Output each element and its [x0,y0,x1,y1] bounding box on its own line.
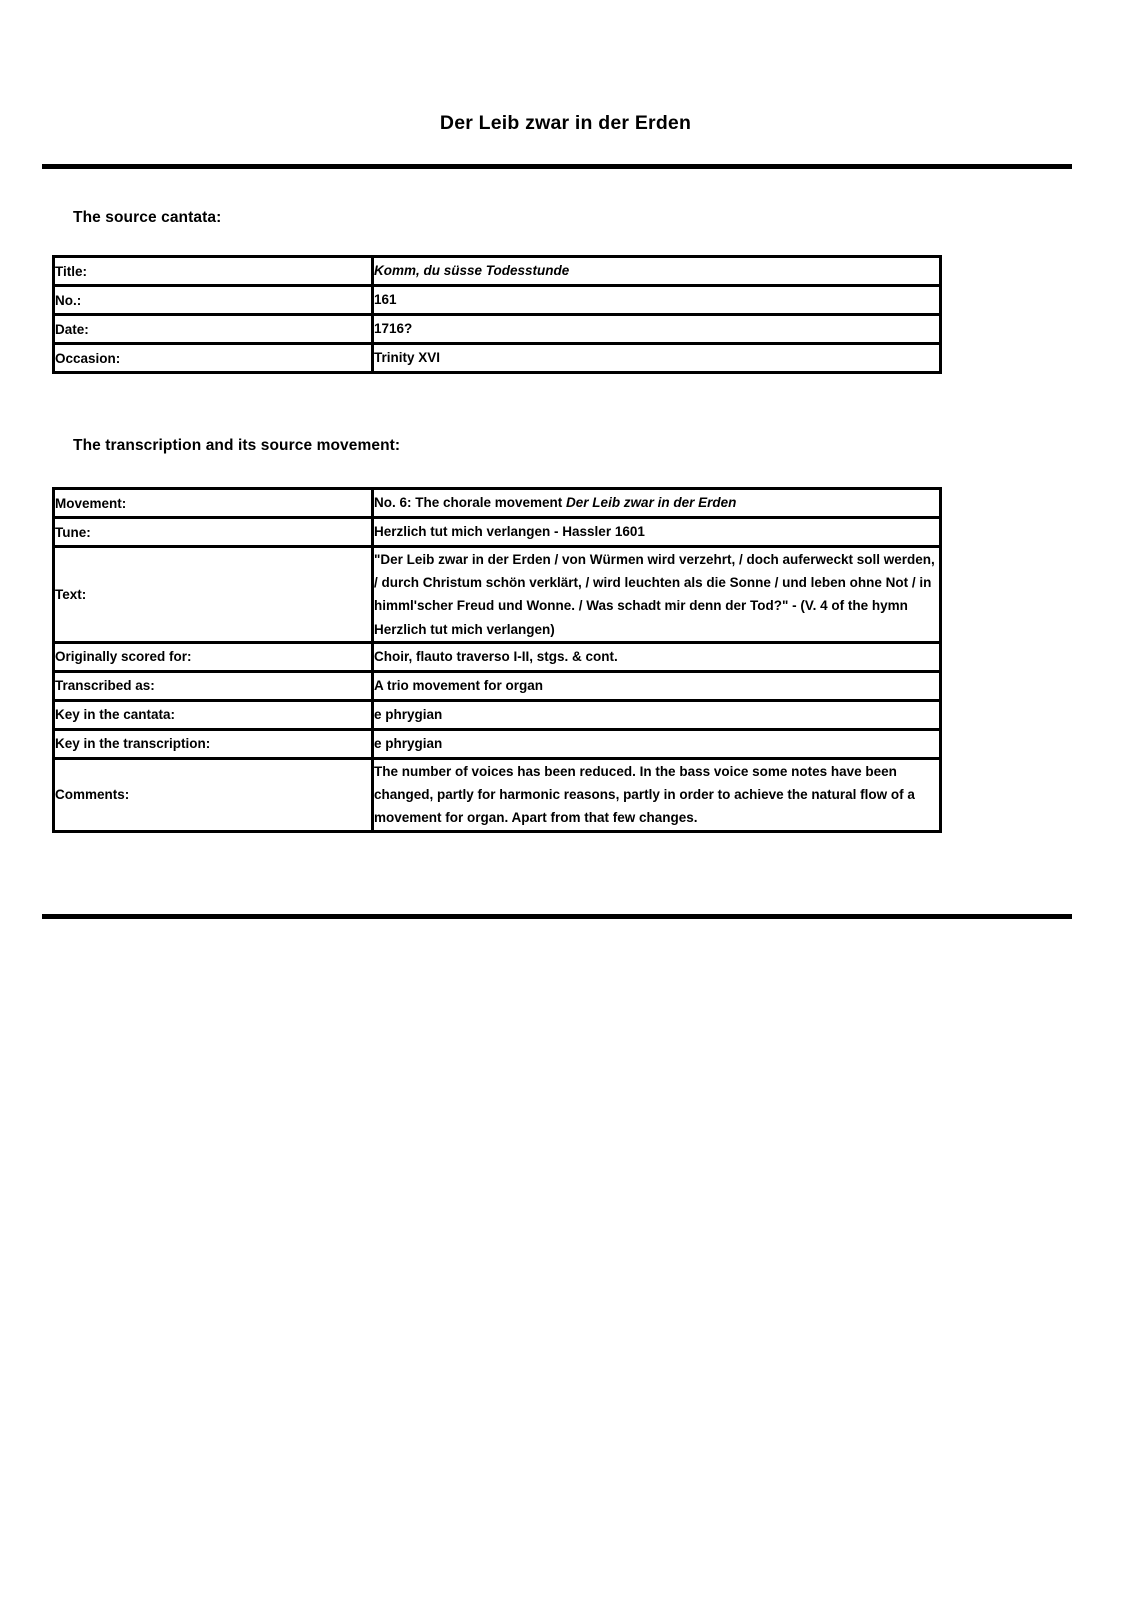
table-row [54,547,941,643]
section-heading-source-cantata: The source cantata: [73,209,222,226]
row-label-title: Title: [54,257,373,286]
row-value-movement [373,489,941,518]
row-label-key-in-transcription: Key in the transcription: [54,729,373,758]
table-row [54,671,941,700]
movement-title-italic: Der Leib zwar in der Erden [566,495,737,511]
transcription-table [52,487,942,833]
row-value-originally-scored-for: Choir, flauto traverso I-II, stgs. & cont. [373,642,941,671]
page-title: Der Leib zwar in der Erden [439,112,692,134]
row-value-text: "Der Leib zwar in der Erden / von Würmen wird verzehrt, / doch auferweckt soll werden, / durch Christum schön verklärt, / wird leuchten als die Sonne / und leben ohne Not / in himml'scher Freud und Wonne. / Was schadt mir denn der Tod?" - (V. 4 of the hymn Herzlich tut mich verlangen) [373,547,941,643]
table-row [54,642,941,671]
row-label-date: Date: [54,315,373,344]
row-label-movement: Movement: [54,489,373,518]
row-value-tune: Herzlich tut mich verlangen - Hassler 1601 [373,518,941,547]
row-label-key-in-cantata: Key in the cantata: [54,700,373,729]
row-value-no: 161 [373,286,941,315]
divider-bottom [42,914,1072,919]
row-label-tune: Tune: [54,518,373,547]
table-row [54,286,941,315]
source-cantata-table [52,255,942,374]
row-label-comments: Comments: [54,758,373,831]
table-row [54,344,941,373]
table-row [54,518,941,547]
table-row [54,315,941,344]
divider-top [42,164,1072,169]
row-label-occasion: Occasion: [54,344,373,373]
row-value-transcribed-as: A trio movement for organ [373,671,941,700]
row-value-title [373,257,941,286]
row-label-no: No.: [54,286,373,315]
table-row [54,257,941,286]
row-label-transcribed-as: Transcribed as: [54,671,373,700]
section-heading-transcription: The transcription and its source movement: [73,437,401,454]
table-row [54,700,941,729]
table-row [54,729,941,758]
row-label-text: Text: [54,547,373,643]
row-value-occasion: Trinity XVI [373,344,941,373]
row-value-date: 1716? [373,315,941,344]
table-row [54,758,941,831]
cantata-title-italic: Komm, du süsse Todesstunde [374,263,570,279]
movement-prefix: No. 6: The chorale movement [374,495,567,511]
table-row [54,489,941,518]
row-value-key-in-transcription: e phrygian [373,729,941,758]
row-label-originally-scored-for: Originally scored for: [54,642,373,671]
row-value-key-in-cantata: e phrygian [373,700,941,729]
row-value-comments: The number of voices has been reduced. In the bass voice some notes have been changed, partly for harmonic reasons, partly in order to achieve the natural flow of a movement for organ. Apart from that few changes. [373,758,941,831]
